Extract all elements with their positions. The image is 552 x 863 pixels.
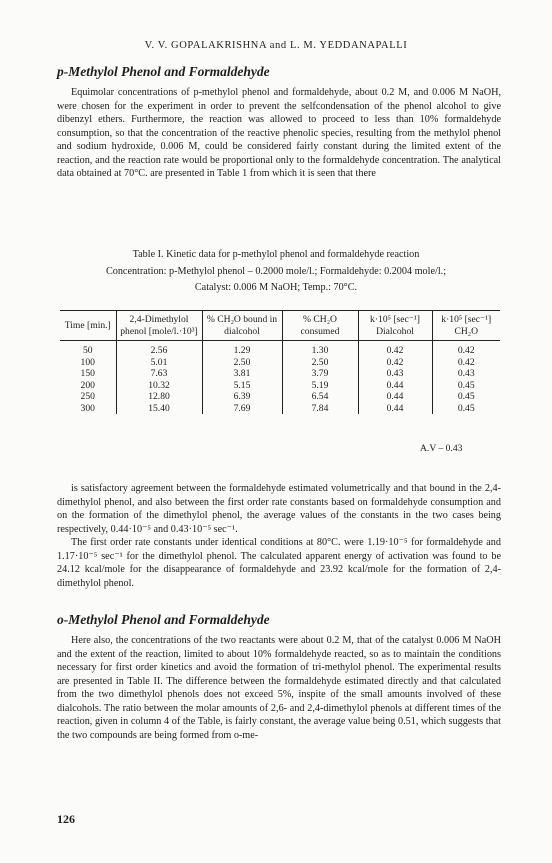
table-cell: 0.44 [358,391,432,403]
table-cell: 0.45 [432,403,500,415]
table-cell: 3.79 [282,368,358,380]
table-cell: 1.30 [282,341,358,357]
table-cell: 1.29 [202,341,282,357]
section-title-o-methylol: o-Methylol Phenol and Formaldehyde [57,612,270,627]
results-paragraph: is satisfactory agreement between the formaldehyde estimated volumetrically and that bound in the 2,4-dimethylol phenol, and also between the first order rate constants based on formaldehyde consumption and on the formation of the dimethylol phenol, the average values of the constants in the two cases being respectively, 0.44·10⁻⁵ and 0.43·10⁻⁵ sec⁻¹. [57,483,501,535]
table-cell: 5.19 [282,380,358,392]
table-cell: 5.15 [202,380,282,392]
table-cell: 10.32 [116,380,202,392]
table-cell: 0.42 [432,357,500,369]
table-cell: 6.39 [202,391,282,403]
table-cell: 200 [80,379,95,391]
table-cell: 100 [80,356,95,368]
column-header: k·10⁵ [sec⁻¹] Dialcohol [358,311,432,341]
activation-energy-paragraph: The first order rate constants under identical conditions at 80°C. were 1.19·10⁻⁵ for formaldehyde and 1.17·10⁻⁵ sec⁻¹ for the dimethylol phenol. The calculated apparent energy of activation was found to be 24.12 kcal/mole for the disappearance of formaldehyde and 23.92 kcal/mole for the formation of 2,4-dimethylol phenol. [57,537,501,589]
table-conditions-catalyst: Catalyst: 0.006 M NaOH; Temp.: 70°C. [194,282,358,293]
kinetic-data-table [60,310,500,414]
column-header: % CH₂O bound in dialcohol [202,311,282,341]
running-header: V. V. GOPALAKRISHNA and L. M. YEDDANAPALLI [144,40,408,51]
table-cell: 2.56 [116,341,202,357]
table-row [60,380,500,392]
column-header: % CH₂O consumed [282,311,358,341]
table-cell: 0.45 [432,380,500,392]
section-title-p-methylol: p-Methylol Phenol and Formaldehyde [57,64,270,79]
table-cell: 0.44 [358,380,432,392]
table-cell: 6.54 [282,391,358,403]
table-cell: 12.80 [116,391,202,403]
table-cell: 0.44 [358,403,432,415]
table-row [60,403,500,415]
column-header: 2,4-Dimethylol phenol [mole/l.·10³] [116,311,202,341]
table-row [60,368,500,380]
average-value: A.V – 0.43 [420,443,463,454]
table-cell: 7.84 [282,403,358,415]
table-cell: 0.45 [432,391,500,403]
table-cell: 0.43 [358,368,432,380]
table-cell: 3.81 [202,368,282,380]
table-cell: 150 [80,368,95,379]
table-cell: 2.50 [202,357,282,369]
table-header-row [60,311,500,341]
table-cell: 15.40 [116,403,202,415]
table-cell: 0.43 [432,368,500,380]
table-cell: 2.50 [282,357,358,369]
table-cell: 50 [82,345,93,356]
table-row [60,391,500,403]
table-row [60,341,500,357]
o-methylol-paragraph: Here also, the concentrations of the two reactants were about 0.2 M, that of the catalyst 0.006 M NaOH and the extent of the reaction, limited to about 10% formaldehyde reacted, so as to maintain the conditions necessary for first order kinetics and avoid the formation of tri-methylol phenol. The experimental results are presented in Table II. The difference between the formaldehyde estimated directly and that calculated from the two dimethylol phenols does not exceed 5%, inspite of the small amounts involved of these dialcohols. The ratio between the molar amounts of 2,6- and 2,4-dimethylol phenols at different times of the reaction, given in column 4 of the Table, is fairly constant, the average value being 0.51, which suggests that the two compounds are being formed from o-me- [57,635,501,741]
column-header: Time [min.] [60,311,116,341]
intro-paragraph: Equimolar concentrations of p-methylol phenol and formaldehyde, about 0.2 M, and 0.006 M NaOH, were chosen for the experiment in order to prevent the selfcondensation of the phenol alcohol to give dibenzyl ethers. Furthermore, the reaction was allowed to proceed to less than 10% formaldehyde consumption, so that the concentration of the reactive phenolic species, resulting from the methylol phenol and sodium hydroxide, 0.006 M, could be considered fairly constant during the limited extent of the reaction, and the reaction rate would be proportional only to the formaldehyde concentration. The analytical data obtained at 70°C. are presented in Table 1 from which it is seen that there [57,87,501,179]
table-cell: 5.01 [116,357,202,369]
table-cell: 7.63 [116,368,202,380]
table-conditions-concentration: Concentration: p-Methylol phenol – 0.2000 mole/l.; Formaldehyde: 0.2004 mole/l.; [105,266,447,277]
table-caption: Table I. Kinetic data for p-methylol phenol and formaldehyde reaction [132,249,420,260]
table-row [60,357,500,369]
table-cell: 0.42 [358,357,432,369]
column-header: k·10⁵ [sec⁻¹] CH₂O [432,311,500,341]
page-number: 126 [57,812,75,826]
table-cell: 0.42 [432,341,500,357]
table-body [60,341,500,415]
table-cell: 300 [80,402,95,414]
table-cell: 0.42 [358,341,432,357]
table-cell: 250 [80,391,95,402]
table-cell: 7.69 [202,403,282,415]
